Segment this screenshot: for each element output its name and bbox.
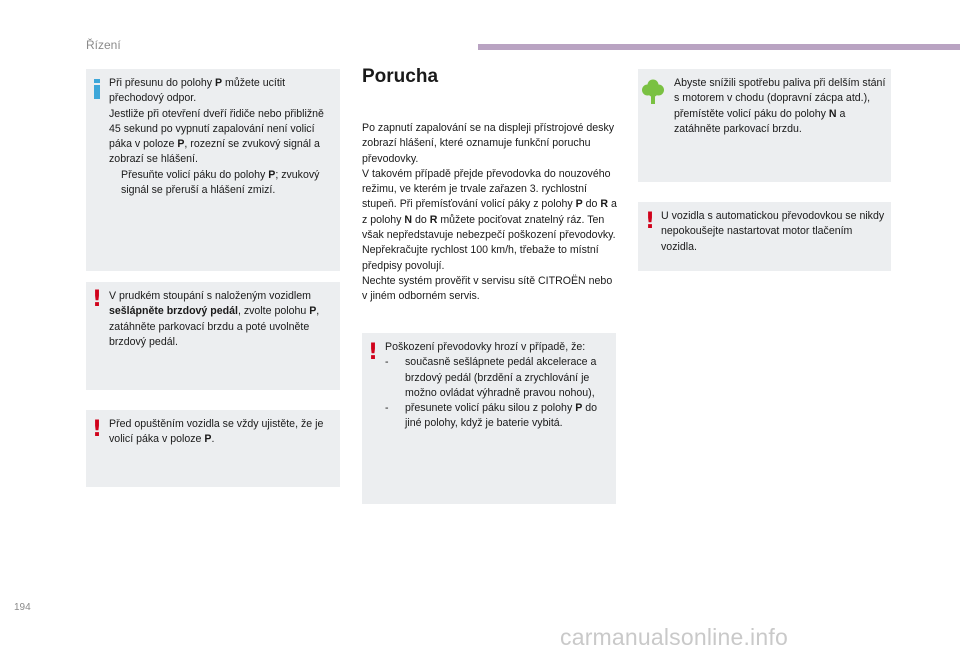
warning-box-3 bbox=[362, 333, 616, 504]
page-number: 194 bbox=[14, 602, 31, 613]
body-paragraph-1: Po zapnutí zapalování se na displeji přístrojové desky zobrazí hlášení, které oznamuje funkční poruchu převodovky. bbox=[362, 122, 615, 165]
warning-icon: ! bbox=[645, 209, 656, 234]
body-text bbox=[362, 121, 618, 305]
eco-text: Abyste snížili spotřebu paliva při delším stání s motorem v chodu (dopravní zácpa atd.), přemístěte volicí páku do polohy N a zatáhněte parkovací brzdu. bbox=[674, 77, 886, 135]
eco-box bbox=[638, 69, 891, 182]
watermark: carmanualsonline.info bbox=[560, 624, 788, 650]
info-box bbox=[86, 69, 340, 271]
info-icon bbox=[93, 79, 101, 99]
warning-text-1: V prudkém stoupání s naloženým vozidlem sešlápněte brzdový pedál, zvolte polohu P, zatáhněte parkovací brzdu a poté uvolněte brzdový pedál. bbox=[109, 290, 320, 348]
warning-box-2 bbox=[86, 410, 340, 487]
section-label: Řízení bbox=[86, 38, 121, 52]
section-heading: Porucha bbox=[362, 66, 439, 87]
warning-icon: ! bbox=[368, 340, 379, 365]
warning-icon: ! bbox=[92, 417, 103, 442]
body-paragraph-3: Nepřekračujte rychlost 100 km/h, třebaže to místní předpisy povolují. bbox=[362, 244, 599, 272]
body-paragraph-2: V takovém případě přejde převodovka do nouzového režimu, ve kterém je trvale zařazen 3. rychlostní stupeň. Při přemísťování volicí páky z polohy P do R a z polohy N do R můžete pociťovat znatelný ráz. Ten však nepředstavuje nebezpečí poškození převodovky. bbox=[362, 167, 617, 242]
warning-box-1 bbox=[86, 282, 340, 390]
warning-list-item: - přesunete volicí páku silou z polohy P do jiné polohy, když je baterie vybitá. bbox=[385, 402, 598, 430]
info-bullet: Přesuňte volicí páku do polohy P; zvukový signál se přeruší a hlášení zmizí. bbox=[121, 168, 320, 197]
eco-tree-icon bbox=[642, 79, 664, 105]
warning-list-item: - současně sešlápnete pedál akcelerace a brzdový pedál (brzdění a zrychlování je možno ovládat výhradně pravou nohou), bbox=[385, 356, 597, 399]
warning-box-4 bbox=[638, 202, 891, 271]
header-bar bbox=[478, 44, 960, 50]
warning-intro: Poškození převodovky hrozí v případě, že: bbox=[385, 341, 586, 353]
warning-text-2: Před opuštěním vozidla se vždy ujistěte, že je volicí páka v poloze P. bbox=[109, 418, 324, 446]
warning-icon: ! bbox=[92, 287, 103, 312]
body-paragraph-4: Nechte systém prověřit v servisu sítě CITROËN nebo v jiném odborném servis. bbox=[362, 274, 613, 303]
info-paragraph-2: Jestliže při otevření dveří řidiče nebo přibližně 45 sekund po vypnutí zapalování není volicí páka v poloze P, rozezní se zvukový signál a zobrazí se hlášení. bbox=[109, 107, 324, 166]
info-paragraph-1: Při přesunu do polohy P můžete ucítit přechodový odpor. bbox=[109, 77, 286, 105]
warning-text-4: U vozidla s automatickou převodovkou se nikdy nepokoušejte nastartovat motor tlačením vozidla. bbox=[661, 210, 885, 253]
